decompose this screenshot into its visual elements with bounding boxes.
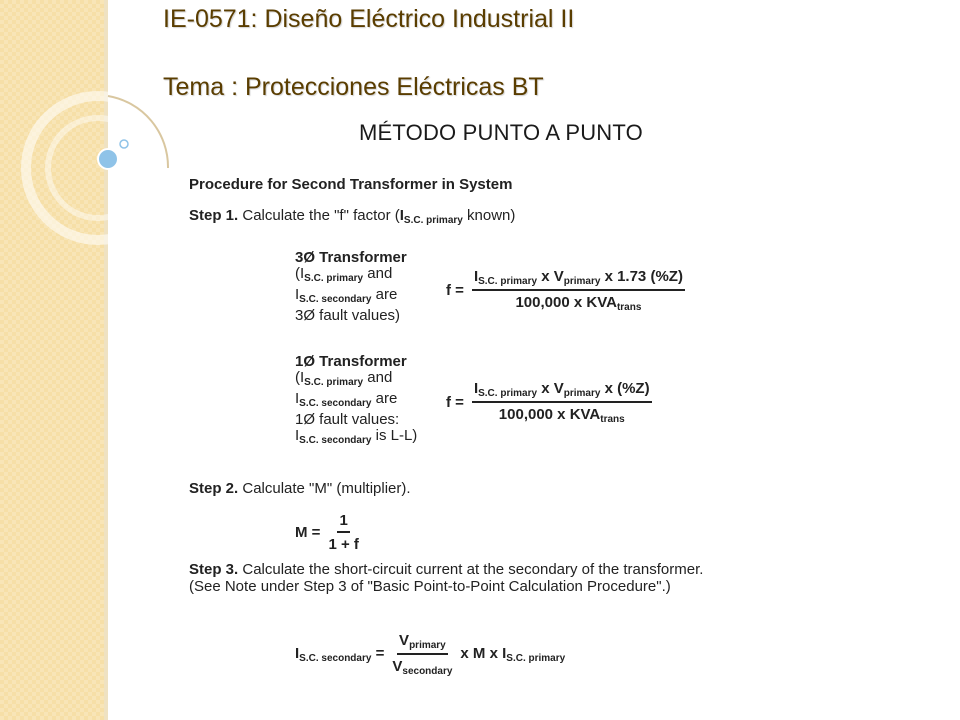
- step2-line: [189, 480, 411, 497]
- step1-line: [189, 207, 515, 226]
- one-phase-fraction: $\frac{I_{S.C. primary} x V_{primary} x (\%Z)}{100,000 x KVA_{trans}}$: [473, 380, 650, 425]
- one-phase-line3: 1Ø fault values:: [295, 411, 400, 428]
- step1-isc-sub: S.C. primary: [403, 215, 463, 226]
- slide-topic: Tema : Protecciones Eléctricas BT: [163, 73, 544, 101]
- step3-text: Calculate the short-circuit current at the secondary of the transformer. (See Note under Step 3 of "Basic Point-to-Point Calculation Procedure".): [189, 561, 704, 595]
- step1-text-end: known): [462, 207, 516, 224]
- three-phase-fraction: $\frac{I_{S.C. primary} x V_{primary} x 1.73 (\%Z)}{100,000 x KVA_{trans}}$: [473, 268, 683, 313]
- procedure-heading: Procedure for Second Transformer in System: [189, 176, 513, 193]
- step1-isc: I: [399, 207, 404, 224]
- slide-title: IE-0571: Diseño Eléctrico Industrial II: [163, 5, 575, 33]
- three-phase-line1: ($I_{S.C. primary}$ and: [295, 265, 393, 284]
- one-phase-line4: $I_{S.C. secondary}$ is L-L): [295, 427, 418, 446]
- three-phase-line2: $I_{S.C. secondary}$ are: [295, 286, 398, 305]
- isc-secondary-formula: $I_{S.C. secondary}$ = $\frac{V_{primary}}{V_{secondary}}$ x M x $I_{S.C. primary}$: [295, 632, 566, 677]
- three-phase-f-eq: f =: [446, 282, 464, 299]
- step3-paragraph: [189, 561, 719, 595]
- three-phase-heading: 3Ø Transformer: [295, 249, 407, 266]
- three-phase-block: [295, 250, 407, 324]
- one-phase-block: [295, 354, 417, 449]
- step2-label: Step 2.: [189, 480, 239, 497]
- bubble-large: [98, 149, 118, 169]
- one-phase-f-eq: f =: [446, 394, 464, 411]
- three-phase-formula: [446, 268, 685, 313]
- slide-subtitle: MÉTODO PUNTO A PUNTO: [359, 120, 643, 145]
- bubble-small: [120, 140, 128, 148]
- voltage-ratio-fraction: $\frac{V_{primary}}{V_{secondary}}$: [392, 632, 453, 677]
- one-phase-line2: $I_{S.C. secondary}$ are: [295, 390, 398, 409]
- step1-label: Step 1.: [189, 207, 239, 224]
- one-phase-heading: 1Ø Transformer: [295, 353, 407, 370]
- one-phase-line1: ($I_{S.C. primary}$ and: [295, 369, 393, 388]
- decorative-rings: [0, 0, 200, 260]
- step1-text: Calculate the "f" factor (: [242, 207, 400, 224]
- m-formula: [295, 512, 359, 553]
- step2-text: Calculate "M" (multiplier).: [242, 480, 411, 497]
- step3-label: Step 3.: [189, 561, 239, 578]
- m-eq: M =: [295, 524, 321, 541]
- one-phase-formula: [446, 380, 652, 425]
- m-fraction: $\frac{1}{1 + f}$: [328, 512, 359, 553]
- three-phase-line3: 3Ø fault values): [295, 307, 401, 324]
